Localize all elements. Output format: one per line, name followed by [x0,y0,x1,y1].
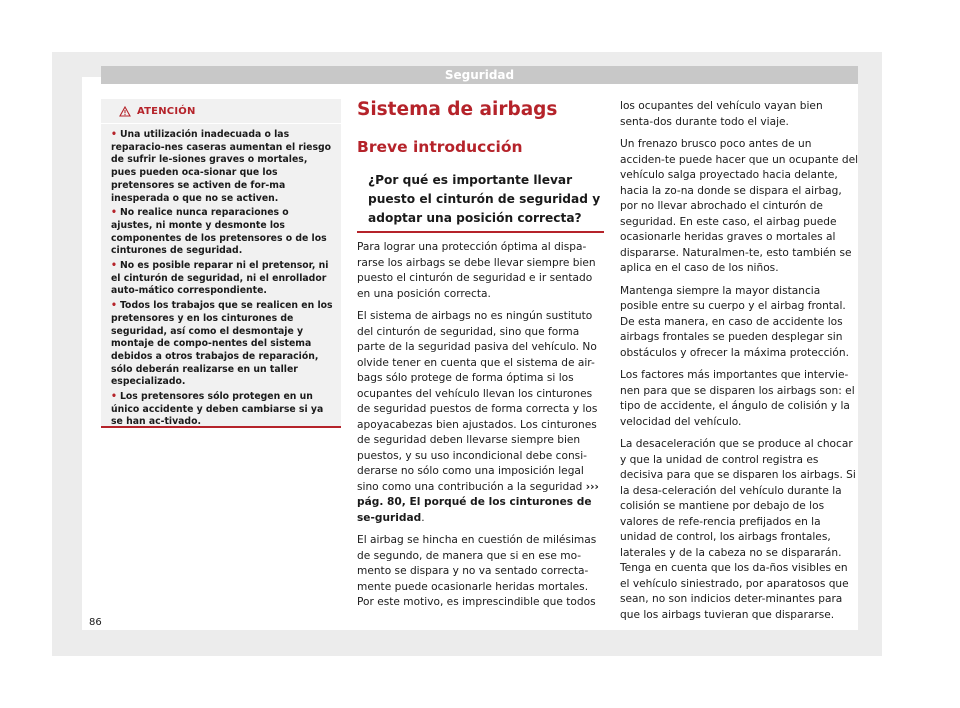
middle-column [357,240,604,618]
warning-item [111,300,333,389]
bullet-icon: • [111,391,117,403]
warning-list [101,124,341,429]
warning-title: ATENCIÓN [137,105,196,117]
section-subtitle: Breve introducción [357,138,523,156]
paragraph: La desaceleración que se produce al chocar y que la unidad de control registra es decisiva para que se disparen los airbags. Si la desa-celeración del vehículo durante la colisión se mantiene por debajo de los valores de refe-rencia prefijados en la unidad de control, los airbags frontales, laterales y de la cabeza no se dispararán. Tenga en cuenta que los da-ños visibles en el vehículo siniestrado, por aparatosos que sean, no son indicios deter-minantes para que los airbags tuvieran que dispararse. [620,438,856,621]
paragraph: El airbag se hincha en cuestión de milésimas de segundo, de manera que si en ese mo-mento se dispara y no va sentado correcta-mente puede ocasionarle heridas mortales. Por este motivo, es imprescindible que todos [357,534,597,608]
warning-item [111,260,333,298]
heading-divider [357,231,604,233]
paragraph: los ocupantes del vehículo vayan bien senta-dos durante todo el viaje. [620,100,823,128]
paragraph: Para lograr una protección óptima al dispa-rarse los airbags se debe llevar siempre bien puesto el cinturón de seguridad e ir sentado en una posición correcta. [357,241,596,300]
warning-triangle-icon [119,106,131,117]
warning-item-text: No es posible reparar ni el pretensor, ni el cinturón de seguridad, ni el enrollador auto-mático correspondiente. [111,260,329,297]
cross-reference-link[interactable]: ››› pág. 80, El porqué de los cinturones de se-guridad [357,480,599,524]
warning-item-text: No realice nunca reparaciones o ajustes, ni monte y desmonte los componentes de los pretensores o de los cinturones de seguridad. [111,207,327,257]
page-number: 86 [89,617,102,628]
warning-item-text: Todos los trabajos que se realicen en los pretensores y en los cinturones de seguridad, así como el desmontaje y montaje de compo-nentes del sistema debidos a otros trabajos de reparación, sólo deberán realizarse en un taller especializado. [111,300,333,388]
paragraph: Un frenazo brusco poco antes de un acciden-te puede hacer que un ocupante del vehículo salga proyectado hacia delante, hacia la zo-na donde se dispara el airbag, por no llevar abrochado el cinturón de seguridad. En este caso, el airbag puede ocasionarle heridas graves o mortales al dispararse. Naturalmen-te, esto también se aplica en el caso de los niños. [620,138,859,274]
right-column [620,99,859,630]
bullet-icon: • [111,129,117,140]
warning-item [111,129,333,205]
warning-item [111,391,333,429]
paragraph: Los factores más importantes que intervie-nen para que se disparen los airbags son: el tipo de accidente, el ángulo de colisión y la velocidad del vehículo. [620,369,855,428]
section-header: Seguridad [101,66,858,84]
warning-box [101,99,341,428]
paragraph-end: . [421,511,425,524]
paragraph-text: El sistema de airbags no es ningún sustituto del cinturón de seguridad, sino que forma parte de la seguridad pasiva del vehículo. No olvide tener en cuenta que el sistema de air-bags sólo protege de forma óptima si los ocupantes del vehículo llevan los cinturones de seguridad puestos de forma correcta y los apoyacabezas bien ajustados. Los cinturones de seguridad deben llevarse siempre bien puestos, y su uso incondicional debe consi-derarse no sólo como una imposición legal sino como una contribución a la seguridad [357,310,598,493]
bullet-icon: • [111,260,117,272]
warning-item [111,207,333,258]
bullet-icon: • [111,207,117,219]
question-heading: ¿Por qué es importante llevar puesto el cinturón de seguridad y adoptar una posición correcta? [368,173,601,225]
paragraph [357,309,604,526]
warning-item-text: Una utilización inadecuada o las reparacio-nes caseras aumentan el riesgo de sufrir le-siones graves o mortales, pues pueden oca-sionar que los pretensores se activen de for-ma inesperada o que no se activen. [111,129,332,204]
bullet-icon: • [111,300,117,312]
warning-item-text: Los pretensores sólo protegen en un único accidente y deben cambiarse si ya se han ac-tivado. [111,391,324,428]
warning-header [101,99,341,124]
paragraph: Mantenga siempre la mayor distancia posible entre su cuerpo y el airbag frontal. De esta manera, en caso de accidente los airbags frontales se pueden desplegar sin obstáculos y ofrecer la máxima protección. [620,284,849,359]
page-title: Sistema de airbags [357,99,558,120]
